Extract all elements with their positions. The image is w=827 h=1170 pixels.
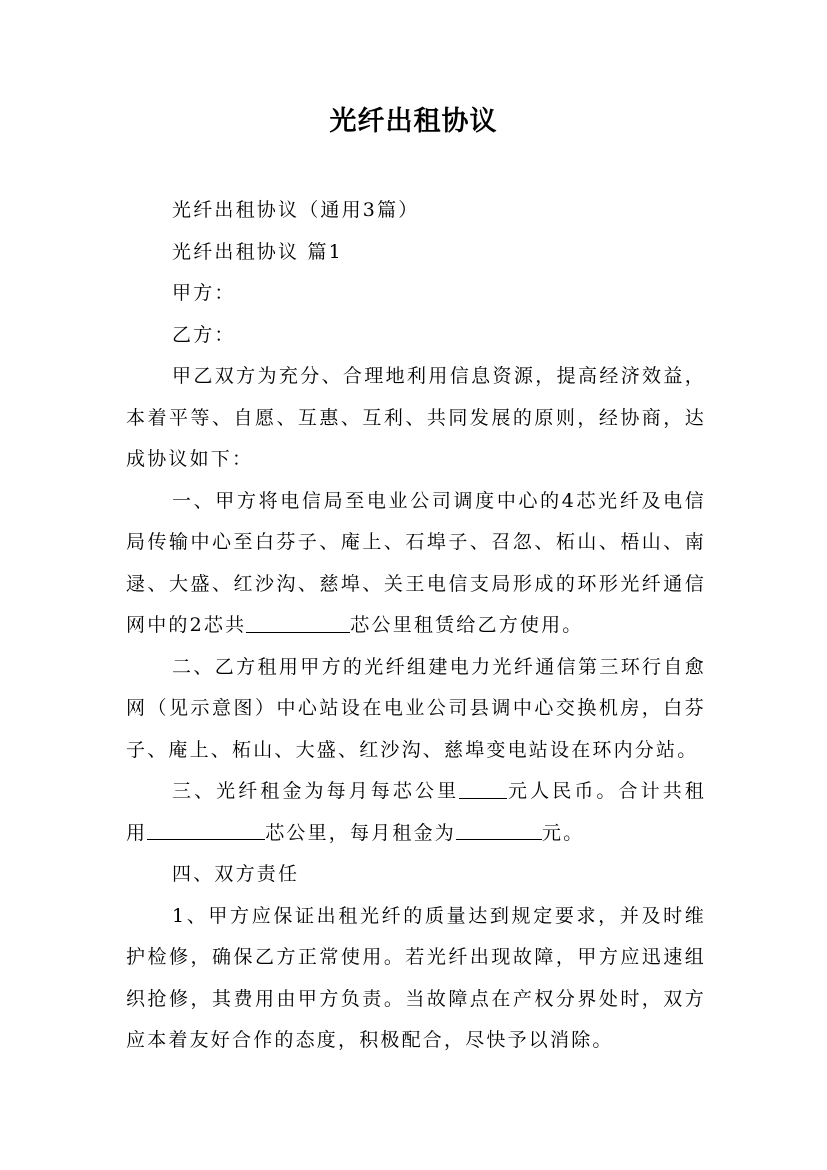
- clause-4-item-1: 1、甲方应保证出租光纤的质量达到规定要求，并及时维护检修，确保乙方正常使用。若光纤出现故障，甲方应迅速组织抢修，其费用由甲方负责。当故障点在产权分界处时，双方应本着友好合作的态度，积极配合，尽快予以消除。: [126, 904, 706, 1051]
- fill-blank-unit-price: [459, 779, 507, 799]
- clause-3-text-c: 芯公里，每月租金为: [265, 821, 457, 844]
- clause-1: [126, 481, 706, 647]
- fill-blank-monthly-rent: [456, 820, 542, 840]
- intro-paragraph: 甲乙双方为充分、合理地利用信息资源，提高经济效益，本着平等、自愿、互惠、互利、共同发展的原则，经协商，达成协议如下：: [126, 365, 706, 470]
- clause-1-text-b: 芯公里租赁给乙方使用。: [350, 614, 584, 636]
- document-body: [126, 190, 706, 1062]
- section-heading: 光纤出租协议 篇1: [172, 240, 343, 263]
- document-title: 光纤出租协议: [329, 106, 498, 137]
- party-b-label: 乙方：: [172, 323, 236, 346]
- clause-3: [126, 771, 706, 854]
- subtitle: 光纤出租协议（通用3篇）: [172, 199, 420, 221]
- clause-2: 二、乙方租用甲方的光纤组建电力光纤通信第三环行自愈网（见示意图）中心站设在电业公司县调中心交换机房，白芬子、庵上、柘山、大盛、红沙沟、慈埠变电站设在环内分站。: [126, 655, 706, 761]
- party-a-label: 甲方：: [172, 282, 236, 304]
- clause-3-text-d: 元。: [542, 821, 585, 844]
- clause-3-text-b: 元人民币。合计共租用: [126, 780, 706, 844]
- fill-blank-total-core-km: [147, 820, 265, 840]
- clause-4-heading: 四、双方责任: [172, 863, 300, 885]
- clause-3-text-a: 三、光纤租金为每月每芯公里: [172, 780, 460, 802]
- fill-blank-core-km: [246, 613, 350, 633]
- clause-1-text-a: 一、甲方将电信局至电业公司调度中心的4芯光纤及电信局传输中心至白芬子、庵上、石埠子、召忽、柘山、梧山、南逯、大盛、红沙沟、慈埠、关王电信支局形成的环形光纤通信网中的2芯共: [126, 489, 706, 636]
